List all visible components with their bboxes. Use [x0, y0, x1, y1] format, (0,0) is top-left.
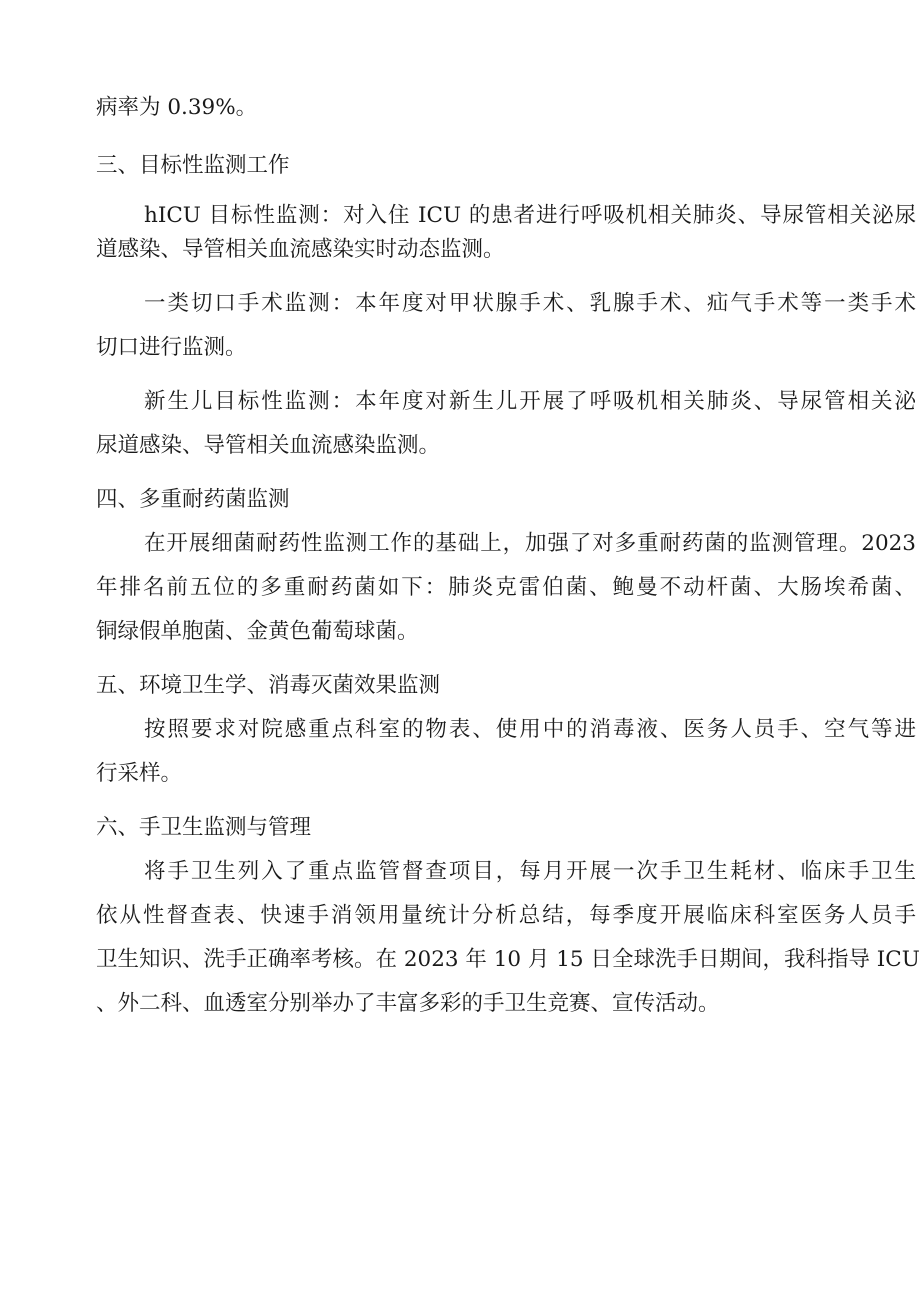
section-heading-4: 四、多重耐药菌监测 — [96, 487, 290, 512]
continuation-line: 病率为 0.39%。 — [96, 95, 258, 120]
paragraph-line: 道感染、导管相关血流感染实时动态监测。 — [96, 237, 505, 262]
paragraph-line: 在开展细菌耐药性监测工作的基础上，加强了对多重耐药菌的监测管理。2023 — [144, 531, 916, 556]
paragraph-line: 将手卫生列入了重点监管督查项目，每月开展一次手卫生耗材、临床手卫生 — [144, 859, 916, 884]
paragraph-line: 依从性督查表、快速手消领用量统计分析总结，每季度开展临床科室医务人员手 — [96, 903, 916, 928]
paragraph-line: 年排名前五位的多重耐药菌如下：肺炎克雷伯菌、鲍曼不动杆菌、大肠埃希菌、 — [96, 575, 916, 600]
paragraph-line: 按照要求对院感重点科室的物表、使用中的消毒液、医务人员手、空气等进 — [144, 717, 916, 742]
paragraph-line: 铜绿假单胞菌、金黄色葡萄球菌。 — [96, 619, 419, 644]
paragraph-line: 卫生知识、洗手正确率考核。在 2023 年 10 月 15 日全球洗手日期间，我科指导 ICU — [96, 947, 920, 972]
paragraph-line: 行采样。 — [96, 761, 183, 786]
paragraph-line: hICU 目标性监测：对入住 ICU 的患者进行呼吸机相关肺炎、导尿管相关泌尿 — [144, 203, 916, 228]
section-heading-3: 三、目标性监测工作 — [96, 153, 290, 178]
paragraph-line: 新生儿目标性监测：本年度对新生儿开展了呼吸机相关肺炎、导尿管相关泌 — [144, 389, 916, 414]
paragraph-line: 一类切口手术监测：本年度对甲状腺手术、乳腺手术、疝气手术等一类手术 — [144, 291, 916, 316]
section-heading-5: 五、环境卫生学、消毒灭菌效果监测 — [96, 673, 441, 698]
paragraph-line: 尿道感染、导管相关血流感染监测。 — [96, 433, 441, 458]
paragraph-line: 、外二科、血透室分别举办了丰富多彩的手卫生竞赛、宣传活动。 — [96, 991, 720, 1016]
section-heading-6: 六、手卫生监测与管理 — [96, 815, 312, 840]
paragraph-line: 切口进行监测。 — [96, 335, 247, 360]
